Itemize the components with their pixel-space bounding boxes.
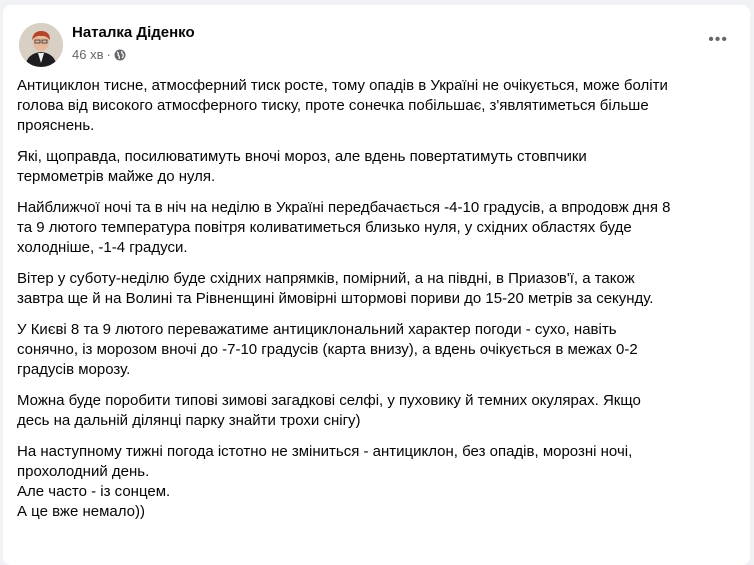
post-paragraph [17,198,737,258]
text-line: десь на дальній ділянці парку знайти трохи снігу) [17,412,361,429]
text-line: голова від високого атмосферного тиску, проте сонечка побільшає, з'являтиметься більше [17,97,649,114]
post-paragraph [17,269,737,309]
text-line: прохолодний день. [17,463,150,480]
text-line: Але часто - із сонцем. [17,483,171,500]
post-card [3,5,750,565]
text-line: Можна буде поробити типові зимові загадкові селфі, у пуховику й темних окулярах. Якщо [17,392,641,409]
text-line: Які, щоправда, посилюватимуть вночі мороз, але вдень повертатимуть стовпчики [17,148,587,165]
text-line: А це вже немало)) [17,503,145,520]
text-line: прояснень. [17,117,95,134]
text-line: холодніше, -1-4 градуси. [17,239,188,256]
post-paragraph [17,147,737,187]
text-line: градусів морозу. [17,361,131,378]
meta-separator: · [106,47,111,62]
post-paragraph [17,320,737,380]
post-paragraph [17,442,737,522]
text-line: сонячно, із морозом вночі до -7-10 градусів (карта внизу), а вдень очікується в межах 0-2 [17,341,638,358]
author-avatar[interactable] [19,23,63,67]
text-line: На наступному тижні погода істотно не зміниться - антициклон, без опадів, морозні ночі, [17,443,633,460]
more-options-icon[interactable]: ••• [708,31,728,48]
post-time[interactable]: 46 хв [72,47,104,62]
post-meta [72,47,126,62]
text-line: термометрів майже до нуля. [17,168,216,185]
text-line: та 9 лютого температура повітря коливатиметься близько нуля, у східних областях буде [17,219,632,236]
avatar-photo-icon [19,23,63,67]
text-line: Антициклон тисне, атмосферний тиск росте, тому опадів в Україні не очікується, може боліти [17,77,668,94]
globe-icon[interactable] [114,49,126,61]
post-paragraph [17,391,737,431]
text-line: завтра ще й на Волині та Рівненщині ймовірні штормові пориви до 15-20 метрів за секунду. [17,290,654,307]
post-paragraph [17,76,737,136]
text-line: Вітер у суботу-неділю буде східних напрямків, помірний, а на півдні, в Приазов'ї, а також [17,270,635,287]
author-name[interactable]: Наталка Діденко [72,24,195,41]
text-line: Найближчої ночі та в ніч на неділю в Україні передбачається -4-10 градусів, а впродовж дня 8 [17,199,671,216]
post-text [17,76,737,533]
text-line: У Києві 8 та 9 лютого переважатиме антициклональний характер погоди - сухо, навіть [17,321,617,338]
